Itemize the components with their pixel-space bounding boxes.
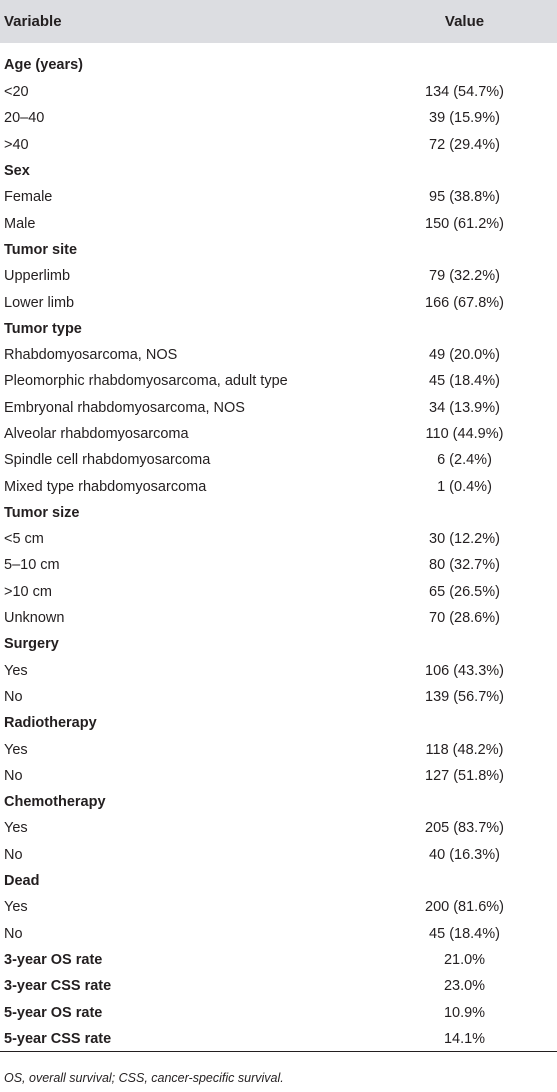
table-row [0,526,557,552]
variable-cell: No [4,846,23,863]
variable-cell: 20–40 [4,110,45,127]
value-cell [372,237,557,263]
value-cell: 80 (32.7%) [429,557,500,574]
variable-cell: >10 cm [4,583,52,600]
variable-cell: 3-year OS rate [4,951,103,968]
variable-cell: Age (years) [4,57,83,73]
value-cell: 34 (13.9%) [429,399,500,416]
table-row [0,132,557,158]
value-cell [372,158,557,184]
variable-cell: Lower limb [4,294,75,311]
value-cell: 45 (18.4%) [429,925,500,942]
variable-cell: Tumor size [4,504,80,521]
value-cell [372,631,557,657]
table-row [0,579,557,605]
value-cell [372,500,557,526]
table-row [0,999,557,1025]
value-cell: 79 (32.2%) [429,268,500,285]
value-cell: 65 (26.5%) [429,583,500,600]
table-row [0,605,557,631]
variable-cell: Yes [4,662,28,679]
table-row [0,1026,557,1052]
value-cell [372,43,557,79]
table-row [0,79,557,105]
variable-cell: Female [4,189,53,206]
section-header-row [0,868,557,894]
table-row [0,421,557,447]
section-header-row [0,43,557,79]
section-header-row [0,500,557,526]
value-cell: 70 (28.6%) [429,610,500,627]
section-header-row [0,631,557,657]
table-row [0,447,557,473]
value-cell [372,316,557,342]
value-cell: 200 (81.6%) [425,899,504,916]
variable-cell: No [4,767,23,784]
value-cell: 205 (83.7%) [425,820,504,837]
table-row [0,210,557,236]
variable-cell: Pleomorphic rhabdomyosarcoma, adult type [4,373,288,390]
variable-cell: 5-year OS rate [4,1004,103,1021]
table-row [0,894,557,920]
table-row [0,973,557,999]
value-cell: 110 (44.9%) [425,426,504,442]
table-row [0,395,557,421]
variable-cell: Spindle cell rhabdomyosarcoma [4,452,211,469]
variable-cell: No [4,925,23,942]
table-row [0,921,557,947]
value-column-header: Value [444,13,485,30]
variable-cell: Radiotherapy [4,715,97,732]
value-cell: 166 (67.8%) [425,294,504,311]
value-cell: 1 (0.4%) [437,478,492,495]
value-cell: 106 (43.3%) [425,662,504,679]
variable-cell: Unknown [4,610,65,627]
section-header-row [0,789,557,815]
variable-cell: Mixed type rhabdomyosarcoma [4,478,207,495]
value-cell: 150 (61.2%) [425,215,504,232]
variable-cell: Chemotherapy [4,794,106,811]
variable-cell: 3-year CSS rate [4,978,112,995]
variable-cell: <5 cm [4,531,44,548]
variable-cell: Dead [4,873,40,890]
variable-cell: No [4,688,23,705]
table-row [0,815,557,841]
section-header-row [0,237,557,263]
value-cell: 72 (29.4%) [429,136,500,153]
value-cell [372,789,557,815]
value-cell: 139 (56.7%) [425,688,504,705]
value-cell: 10.9% [443,1004,486,1021]
variable-cell: Embryonal rhabdomyosarcoma, NOS [4,399,245,416]
variable-cell: Male [4,215,36,232]
table-row [0,263,557,289]
variable-cell: Sex [4,163,30,180]
value-cell: 30 (12.2%) [429,531,500,548]
header-row [0,0,557,43]
value-cell: 45 (18.4%) [429,373,500,390]
variable-cell: Rhabdomyosarcoma, NOS [4,347,178,364]
table-row [0,473,557,499]
value-cell: 14.1% [372,1026,557,1052]
table-row [0,289,557,315]
section-header-row [0,316,557,342]
table-row [0,342,557,368]
section-header-row [0,158,557,184]
table-row [0,684,557,710]
variable-cell: Surgery [4,636,59,653]
table-header [0,0,557,43]
value-cell: 39 (15.9%) [429,110,500,127]
variable-cell: Upperlimb [4,268,71,285]
variable-cell: Yes [4,820,28,837]
table-row [0,552,557,578]
section-header-row [0,710,557,736]
value-cell: 127 (51.8%) [425,767,504,784]
variable-cell: Tumor type [4,320,82,337]
variable-cell: Tumor site [4,241,78,258]
variable-cell: 5-year CSS rate [0,1026,372,1052]
value-cell: 49 (20.0%) [429,347,500,364]
variable-cell: Yes [4,899,28,916]
table-footnote: OS, overall survival; CSS, cancer-specific survival. [4,1071,284,1085]
variable-cell: 5–10 cm [4,557,60,574]
table-body [0,43,557,1052]
table-row [0,105,557,131]
table-row [0,947,557,973]
value-cell: 134 (54.7%) [425,84,504,101]
value-cell: 6 (2.4%) [437,452,492,469]
variable-column-header: Variable [4,13,62,30]
table-row [0,736,557,762]
value-cell: 40 (16.3%) [429,846,500,863]
variable-cell: >40 [4,136,29,153]
value-cell: 23.0% [443,978,486,995]
table-row [0,368,557,394]
variable-cell: Yes [4,741,28,758]
variable-cell: Alveolar rhabdomyosarcoma [4,426,189,442]
table-row [0,763,557,789]
value-cell: 21.0% [443,951,486,968]
table-row [0,658,557,684]
table-row [0,184,557,210]
value-cell [372,868,557,894]
value-cell: 118 (48.2%) [425,741,504,758]
value-cell: 95 (38.8%) [429,189,500,206]
variable-cell: <20 [4,84,29,101]
table-row [0,842,557,868]
value-cell [372,710,557,736]
